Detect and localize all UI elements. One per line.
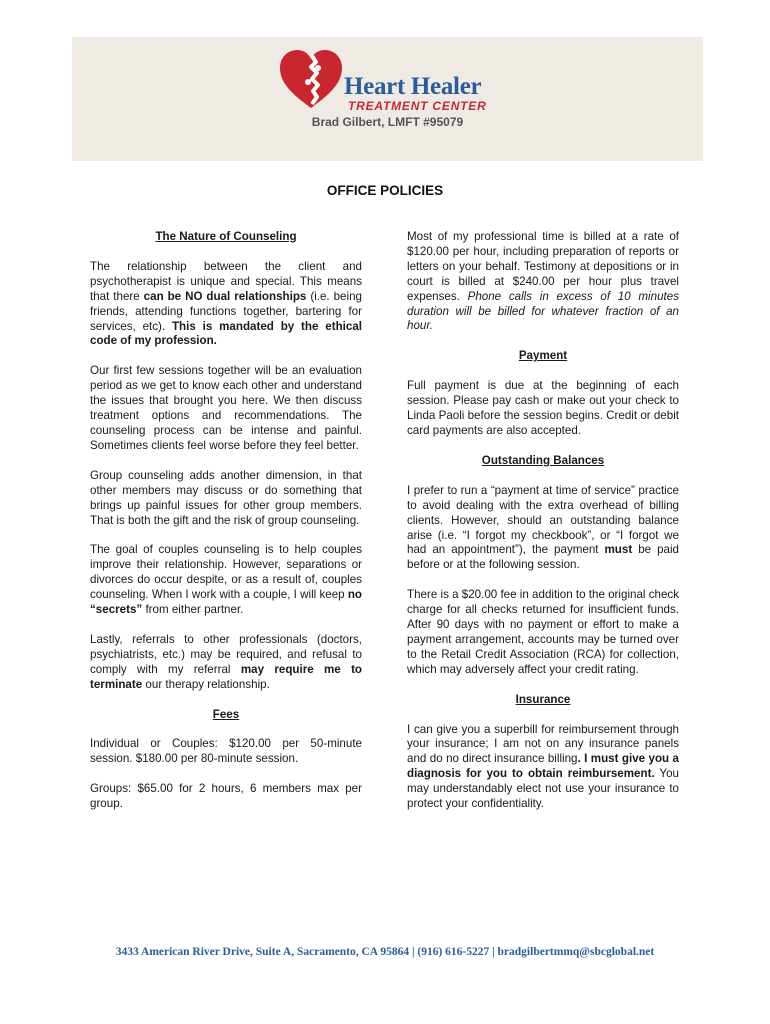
- logo-name: Heart Healer: [344, 73, 482, 100]
- right-column: [407, 230, 679, 812]
- paragraph-sessions: Our first few sessions together will be an evaluation period as we get to know each other and understand the issues that brought you here. We then discuss treatment options and recommendations. The counseling process can be intense and painful. Sometimes clients feel worse before they feel better.: [90, 364, 362, 452]
- fees-heading: Fees: [212, 707, 240, 721]
- paragraph-payment: Full payment is due at the beginning of each session. Please pay cash or make out your check to Linda Paoli before the session begins. Credit or debit card payments are also accepted.: [407, 379, 679, 437]
- therapist-name: Brad Gilbert, LMFT #95079: [311, 115, 464, 129]
- paragraph-relationship: The relationship between the client and psychotherapist is unique and special. This means that there can be NO dual relationships (i.e. being friends, attending functions together, bartering for services, etc). This is mandated by the ethical code of my profession.: [90, 259, 363, 348]
- paragraph-balances: I prefer to run a “payment at time of service” practice to avoid dealing with the extra overhead of billing clients. However, should an outstanding balance arise (i.e. “I forgot my checkbook”, or “I forgot we had an appointment”), the payment must be paid before or at the following session.: [407, 483, 679, 572]
- letterhead: [72, 37, 703, 161]
- page-title: OFFICE POLICIES: [326, 183, 444, 198]
- footer-contact: 3433 American River Drive, Suite A, Sacramento, CA 95864 | (916) 616-5227 | bradgilbertmmq@sbcglobal.net: [115, 946, 655, 958]
- payment-heading: Payment: [518, 349, 568, 363]
- nature-heading: The Nature of Counseling: [155, 230, 297, 243]
- paragraph-group: Group counseling adds another dimension, in that other members may discuss or do something that brings up painful issues for other group members. That is both the gift and the risk of group counseling.: [90, 468, 362, 527]
- heart-logo-icon: [278, 48, 344, 110]
- paragraph-fees-individual: Individual or Couples: $120.00 per 50-minute session. $180.00 per 80-minute session.: [90, 737, 362, 766]
- balances-heading: Outstanding Balances: [481, 453, 605, 467]
- paragraph-fees-groups: Groups: $65.00 for 2 hours, 6 members max per group.: [90, 782, 362, 811]
- paragraph-billing: Most of my professional time is billed at a rate of $120.00 per hour, including preparation of reports or letters on your behalf. Testimony at depositions or in court is billed at $240.00 per hour plus travel expenses. Phone calls in excess of 10 minutes duration will be billed for whatever fraction of an hour.: [407, 230, 679, 333]
- left-column: [90, 230, 362, 812]
- paragraph-referrals: Lastly, referrals to other professionals (doctors, psychiatrists, etc.) may be required, and refusal to comply with my referral may require me to terminate our therapy relationship.: [90, 632, 363, 691]
- paragraph-insurance: I can give you a superbill for reimbursement through your insurance; I am not on any insurance panels and do no direct insurance billing. I must give you a diagnosis for you to obtain reimbursement. You may understandably elect not use your insurance to protect your confidentiality.: [407, 722, 679, 811]
- paragraph-couples: The goal of couples counseling is to help couples improve their relationship. However, separations or divorces do occur despite, or as a result of, couples counseling. When I work with a couple, I will keep no “secrets” from either partner.: [90, 543, 362, 617]
- logo-subtitle: TREATMENT CENTER: [348, 99, 487, 113]
- paragraph-returned-checks: There is a $20.00 fee in addition to the original check charge for all checks returned for insufficient funds. After 90 days with no payment or effort to make a payment arrangement, accounts may be turned over to the Retail Credit Association (RCA) for collection, which may adversely affect your credit rating.: [407, 588, 679, 676]
- insurance-heading: Insurance: [515, 692, 571, 706]
